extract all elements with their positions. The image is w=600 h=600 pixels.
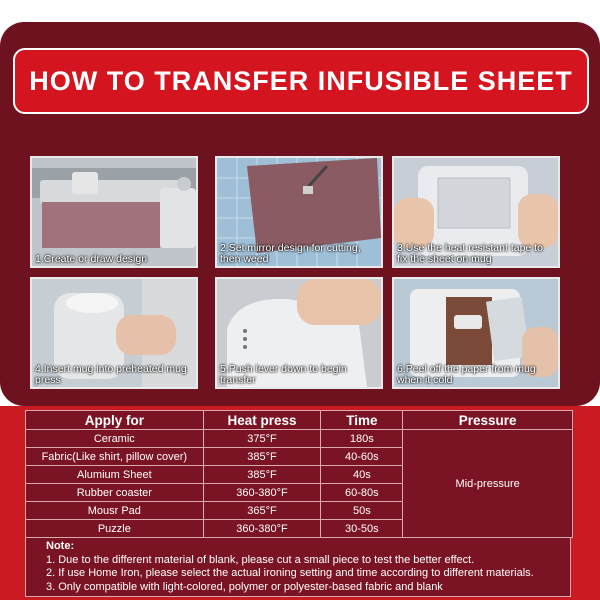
cell-time: 40-60s	[321, 448, 403, 466]
title-banner	[13, 48, 589, 114]
note-line: 3. Only compatible with light-colored, polymer or polyester-based fabric and blank	[46, 580, 443, 593]
table-row	[26, 430, 573, 448]
header-apply-for: Apply for	[26, 411, 204, 430]
cell-time: 30-50s	[321, 520, 403, 538]
step-4-image	[30, 277, 198, 389]
note-line: 1. Due to the different material of blank, please cut a small piece to test the better effect.	[46, 553, 475, 566]
step-caption: 6.Peel off the paper from mug when it cold	[397, 363, 536, 386]
cell-apply: Rubber coaster	[26, 484, 204, 502]
step-caption: 4.Insert mug into preheated mug press	[35, 363, 187, 386]
header-time: Time	[321, 411, 403, 430]
step-caption: 1.Create or draw design	[35, 253, 148, 265]
step-2-image	[215, 156, 383, 268]
cell-apply: Fabric(Like shirt, pillow cover)	[26, 448, 204, 466]
cell-heat: 365°F	[203, 502, 321, 520]
cutting-machine-illustration	[32, 158, 196, 266]
cell-heat: 385°F	[203, 448, 321, 466]
note-line: 2. If use Home Iron, please select the actual ironing setting and time according to different materials.	[46, 567, 534, 579]
cell-time: 50s	[321, 502, 403, 520]
step-1-image	[30, 156, 198, 268]
step-caption: 2.Set mirror design for cutting, then weed	[220, 242, 361, 265]
cell-heat: 360-380°F	[203, 484, 321, 502]
heat-press-table	[25, 410, 573, 538]
page-title: HOW TO TRANSFER INFUSIBLE SHEET	[29, 65, 573, 96]
cell-time: 180s	[321, 430, 403, 448]
cell-heat: 385°F	[203, 466, 321, 484]
step-5-image	[215, 277, 383, 389]
cell-heat: 375°F	[203, 430, 321, 448]
cell-time: 60-80s	[321, 484, 403, 502]
step-6-image	[392, 277, 560, 389]
note-box	[25, 537, 571, 597]
header-pressure: Pressure	[403, 411, 573, 430]
table-header-row	[26, 411, 573, 430]
step-caption: 3.Use the heat resistant tape to fix the sheet on mug	[397, 242, 543, 265]
cell-time: 40s	[321, 466, 403, 484]
step-3-image	[392, 156, 560, 268]
cell-apply: Puzzle	[26, 520, 204, 538]
step-caption: 5.Push lever down to begin transfer	[220, 363, 347, 386]
cell-heat: 360-380°F	[203, 520, 321, 538]
cell-apply: Ceramic	[26, 430, 204, 448]
header-heat-press: Heat press	[203, 411, 321, 430]
cell-apply: Alumium Sheet	[26, 466, 204, 484]
note-title: Note:	[46, 540, 75, 552]
cell-apply: Mousr Pad	[26, 502, 204, 520]
cell-pressure: Mid-pressure	[403, 430, 573, 538]
